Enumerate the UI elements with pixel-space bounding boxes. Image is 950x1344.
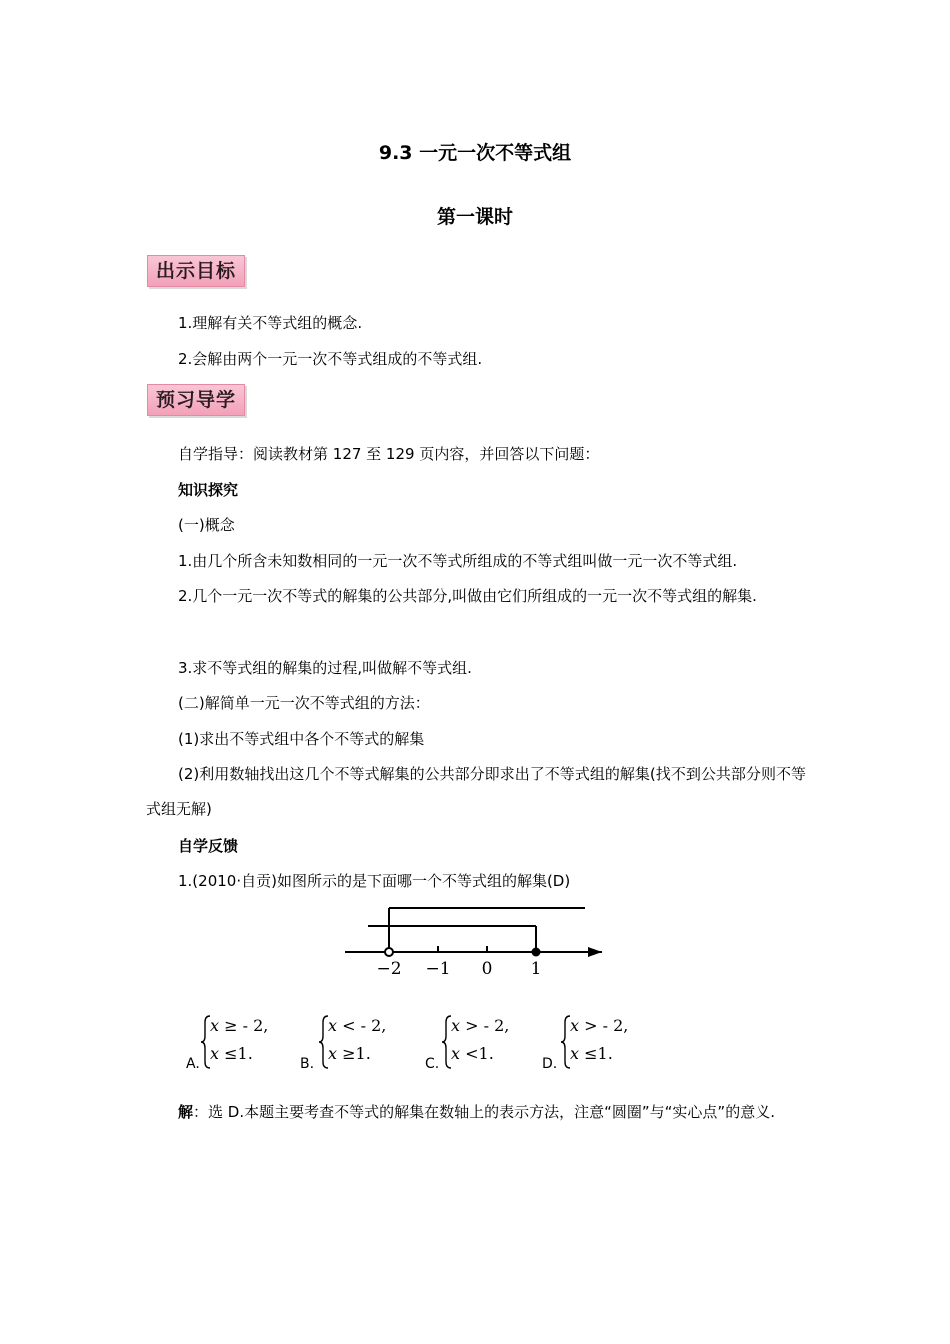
- tick-label-1: 1: [530, 959, 542, 979]
- concept-item-3: 3.求不等式组的解集的过程,叫做解不等式组.: [178, 659, 472, 677]
- option-a-line-1: x ≥ - 2,: [210, 1016, 269, 1035]
- option-b-system: [318, 1014, 408, 1070]
- answer-paragraph: [146, 1095, 806, 1130]
- option-a-label: A.: [186, 1056, 200, 1072]
- objectives-banner: 出示目标: [147, 255, 245, 287]
- option-d-label: D.: [542, 1056, 558, 1072]
- option-d-system: [560, 1014, 650, 1070]
- page-subtitle: 第一课时: [436, 206, 513, 228]
- tick-label-0: 0: [481, 959, 493, 979]
- method-step-1: (1)求出不等式组中各个不等式的解集: [178, 730, 425, 748]
- option-b-line-1: x < - 2,: [328, 1016, 387, 1035]
- option-d-line-1: x > - 2,: [570, 1016, 629, 1035]
- concept-item-2: 2.几个一元一次不等式的解集的公共部分,叫做由它们所组成的一元一次不等式组的解集.: [178, 587, 757, 605]
- objective-2: 2.会解由两个一元一次不等式组成的不等式组.: [178, 350, 483, 368]
- option-c-line-2: x <1.: [451, 1044, 494, 1063]
- tick-label-minus-2: −2: [376, 959, 402, 979]
- option-c-line-1: x > - 2,: [451, 1016, 510, 1035]
- concept-item-1: 1.由几个所含未知数相同的一元一次不等式所组成的不等式组叫做一元一次不等式组.: [178, 552, 738, 570]
- method-heading: (二)解简单一元一次不等式组的方法：: [178, 694, 430, 712]
- method-step-2: (2)利用数轴找出这几个不等式解集的公共部分即求出了不等式组的解集(找不到公共部分则不等式组无解): [146, 765, 806, 818]
- option-a-system: [200, 1014, 290, 1070]
- objective-1: 1.理解有关不等式组的概念.: [178, 314, 363, 332]
- closed-point: [532, 948, 541, 957]
- page-title: 9.3 一元一次不等式组: [378, 142, 572, 164]
- tick-label-minus-1: −1: [425, 959, 451, 979]
- option-a-line-2: x ≤1.: [210, 1044, 253, 1063]
- concept-heading: (一)概念: [178, 516, 235, 534]
- answer-text: ：选 D.本题主要考查不等式的解集在数轴上的表示方法，注意“圆圈”与“实心点”的意义.: [193, 1103, 775, 1121]
- feedback-question: 1.(2010·自贡)如图所示的是下面哪一个不等式组的解集(D): [178, 872, 571, 890]
- number-line-figure: [340, 900, 610, 982]
- option-b-label: B.: [300, 1056, 315, 1072]
- option-c-label: C.: [425, 1056, 440, 1072]
- answer-label: 解: [178, 1103, 194, 1121]
- feedback-heading: 自学反馈: [178, 837, 239, 855]
- preview-banner: 预习导学: [147, 384, 245, 416]
- self-study-guide: 自学指导：阅读教材第 127 至 129 页内容，并回答以下问题：: [178, 445, 600, 463]
- option-b-line-2: x ≥1.: [328, 1044, 371, 1063]
- axis-arrow: [588, 947, 602, 957]
- option-d-line-2: x ≤1.: [570, 1044, 613, 1063]
- option-c-system: [441, 1014, 531, 1070]
- knowledge-heading: 知识探究: [178, 481, 239, 499]
- open-point: [385, 948, 393, 956]
